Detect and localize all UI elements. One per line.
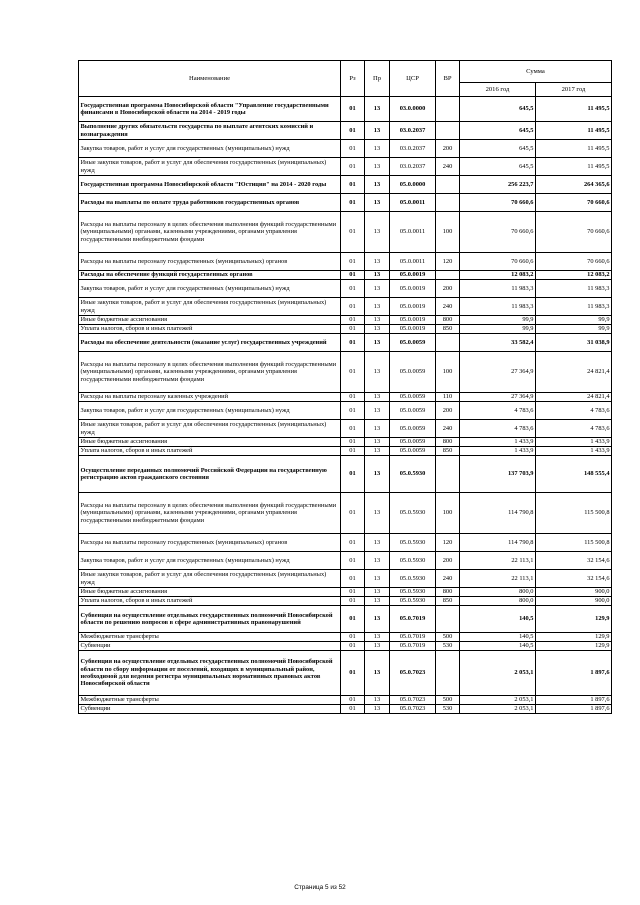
cell-pr: 13: [365, 194, 390, 212]
cell-sum-2016: 27 364,9: [460, 352, 536, 393]
cell-vr: 530: [436, 705, 460, 714]
cell-name: Государственная программа Новосибирской области "Управление государственными финансами в Новосибирской области на 2014 - 2019 годы: [79, 97, 341, 122]
cell-rz: 01: [341, 597, 365, 606]
cell-vr: 500: [436, 696, 460, 705]
cell-sum-2017: 70 660,6: [536, 253, 612, 271]
cell-name: Иные закупки товаров, работ и услуг для обеспечения государственных (муниципальных) нужд: [79, 298, 341, 316]
cell-name: Уплата налогов, сборов и иных платежей: [79, 597, 341, 606]
header-row: [79, 61, 612, 83]
cell-sum-2016: 800,0: [460, 588, 536, 597]
cell-rz: 01: [341, 280, 365, 298]
cell-sum-2017: 24 821,4: [536, 352, 612, 393]
cell-vr: 800: [436, 588, 460, 597]
cell-csr: 05.0.0011: [390, 212, 436, 253]
cell-name: Расходы на обеспечение функций государственных органов: [79, 271, 341, 280]
cell-sum-2017: 11 983,3: [536, 298, 612, 316]
cell-csr: 05.0.0019: [390, 316, 436, 325]
cell-sum-2017: 129,9: [536, 642, 612, 651]
cell-name: Расходы на обеспечение деятельности (оказание услуг) государственных учреждений: [79, 334, 341, 352]
cell-rz: 01: [341, 212, 365, 253]
table-row: [79, 352, 612, 393]
cell-name: Государственная программа Новосибирской области "Юстиция" на 2014 - 2020 годы: [79, 176, 341, 194]
cell-sum-2017: 1 897,6: [536, 651, 612, 696]
cell-pr: 13: [365, 438, 390, 447]
cell-sum-2017: 11 983,3: [536, 280, 612, 298]
cell-vr: 240: [436, 570, 460, 588]
cell-name: Закупка товаров, работ и услуг для государственных (муниципальных) нужд: [79, 402, 341, 420]
table-row: [79, 493, 612, 534]
table-row: [79, 633, 612, 642]
cell-vr: 200: [436, 402, 460, 420]
cell-sum-2017: 129,9: [536, 606, 612, 633]
cell-sum-2017: 11 495,5: [536, 140, 612, 158]
cell-vr: 100: [436, 493, 460, 534]
table-row: [79, 642, 612, 651]
cell-pr: 13: [365, 651, 390, 696]
cell-sum-2016: 1 433,9: [460, 447, 536, 456]
cell-sum-2017: 1 433,9: [536, 438, 612, 447]
cell-sum-2017: 70 660,6: [536, 194, 612, 212]
cell-rz: 01: [341, 176, 365, 194]
cell-name: Субвенции: [79, 642, 341, 651]
table-row: [79, 402, 612, 420]
cell-pr: 13: [365, 534, 390, 552]
cell-name: Иные бюджетные ассигнования: [79, 438, 341, 447]
cell-sum-2017: 99,9: [536, 325, 612, 334]
header-rz: Рз: [341, 61, 365, 97]
cell-vr: 240: [436, 158, 460, 176]
cell-pr: 13: [365, 140, 390, 158]
cell-sum-2017: 148 555,4: [536, 456, 612, 493]
cell-csr: 05.0.0059: [390, 352, 436, 393]
cell-csr: 05.0.0059: [390, 402, 436, 420]
cell-vr: [436, 176, 460, 194]
cell-pr: 13: [365, 588, 390, 597]
cell-sum-2016: 114 790,8: [460, 493, 536, 534]
table-row: [79, 420, 612, 438]
cell-vr: 200: [436, 552, 460, 570]
header-sum: Сумма: [460, 61, 612, 83]
cell-sum-2016: 33 582,4: [460, 334, 536, 352]
cell-sum-2017: 264 365,6: [536, 176, 612, 194]
cell-name: Иные бюджетные ассигнования: [79, 316, 341, 325]
cell-sum-2017: 11 495,5: [536, 97, 612, 122]
cell-rz: 01: [341, 194, 365, 212]
cell-rz: 01: [341, 534, 365, 552]
cell-csr: 05.0.7023: [390, 651, 436, 696]
table-row: [79, 140, 612, 158]
cell-csr: 05.0.0059: [390, 334, 436, 352]
cell-name: Межбюджетные трансферты: [79, 633, 341, 642]
cell-pr: 13: [365, 334, 390, 352]
cell-pr: 13: [365, 298, 390, 316]
cell-name: Иные закупки товаров, работ и услуг для обеспечения государственных (муниципальных) нужд: [79, 158, 341, 176]
cell-rz: 01: [341, 447, 365, 456]
table-row: [79, 570, 612, 588]
cell-sum-2017: 1 897,6: [536, 705, 612, 714]
page-number: Страница 5 из 52: [294, 884, 346, 891]
cell-csr: 05.0.0019: [390, 271, 436, 280]
cell-pr: 13: [365, 606, 390, 633]
cell-pr: 13: [365, 325, 390, 334]
cell-rz: 01: [341, 97, 365, 122]
cell-sum-2016: 11 983,3: [460, 280, 536, 298]
cell-csr: 03.0.2037: [390, 158, 436, 176]
cell-rz: 01: [341, 588, 365, 597]
cell-vr: 100: [436, 212, 460, 253]
cell-vr: [436, 194, 460, 212]
cell-vr: 240: [436, 420, 460, 438]
header-pr: Пр: [365, 61, 390, 97]
cell-sum-2016: 645,5: [460, 140, 536, 158]
cell-name: Расходы на выплаты персоналу в целях обеспечения выполнения функций государственными (муниципальными) органами, казенными учреждениями, органами управления государственными внебюджетными фондами: [79, 352, 341, 393]
cell-csr: 05.0.5930: [390, 588, 436, 597]
cell-rz: 01: [341, 140, 365, 158]
cell-csr: 05.0.0059: [390, 438, 436, 447]
cell-csr: 05.0.0059: [390, 447, 436, 456]
cell-rz: 01: [341, 606, 365, 633]
cell-sum-2016: 22 113,1: [460, 552, 536, 570]
cell-name: Субвенция на осуществление отдельных государственных полномочий Новосибирской области по решению вопросов в сфере административных правонарушений: [79, 606, 341, 633]
cell-pr: 13: [365, 271, 390, 280]
cell-sum-2016: 27 364,9: [460, 393, 536, 402]
cell-sum-2017: 32 154,6: [536, 570, 612, 588]
cell-sum-2016: 645,5: [460, 122, 536, 140]
cell-csr: 05.0.7019: [390, 633, 436, 642]
cell-name: Иные закупки товаров, работ и услуг для обеспечения государственных (муниципальных) нужд: [79, 570, 341, 588]
table-row: [79, 597, 612, 606]
header-csr: ЦСР: [390, 61, 436, 97]
cell-pr: 13: [365, 402, 390, 420]
cell-rz: 01: [341, 420, 365, 438]
cell-rz: 01: [341, 633, 365, 642]
cell-pr: 13: [365, 316, 390, 325]
table-row: [79, 534, 612, 552]
cell-csr: 05.0.5930: [390, 456, 436, 493]
cell-pr: 13: [365, 393, 390, 402]
cell-pr: 13: [365, 705, 390, 714]
cell-vr: 200: [436, 140, 460, 158]
table-row: [79, 212, 612, 253]
cell-vr: [436, 651, 460, 696]
cell-csr: 05.0.0011: [390, 253, 436, 271]
cell-sum-2016: 4 783,6: [460, 402, 536, 420]
cell-pr: 13: [365, 696, 390, 705]
cell-rz: 01: [341, 393, 365, 402]
cell-vr: 850: [436, 447, 460, 456]
cell-pr: 13: [365, 253, 390, 271]
cell-csr: 03.0.2037: [390, 122, 436, 140]
header-year-2017: 2017 год: [536, 83, 612, 97]
cell-csr: 05.0.5930: [390, 597, 436, 606]
cell-csr: 03.0.0000: [390, 97, 436, 122]
cell-rz: 01: [341, 642, 365, 651]
cell-sum-2017: 11 495,5: [536, 158, 612, 176]
cell-sum-2017: 12 083,2: [536, 271, 612, 280]
cell-name: Уплата налогов, сборов и иных платежей: [79, 447, 341, 456]
cell-sum-2016: 70 660,6: [460, 253, 536, 271]
cell-sum-2016: 70 660,6: [460, 212, 536, 253]
cell-sum-2016: 256 223,7: [460, 176, 536, 194]
cell-pr: 13: [365, 158, 390, 176]
cell-vr: 500: [436, 633, 460, 642]
cell-name: Расходы на выплаты персоналу казенных учреждений: [79, 393, 341, 402]
table-row: [79, 447, 612, 456]
cell-name: Субвенция на осуществление отдельных государственных полномочий Новосибирской области по сбору информации от поселений, входящих в муниципальный район, необходимой для ведения регистра муниципальных нормативных правовых актов Новосибирской области: [79, 651, 341, 696]
cell-sum-2016: 12 083,2: [460, 271, 536, 280]
cell-name: Расходы на выплаты персоналу в целях обеспечения выполнения функций государственными (муниципальными) органами, казенными учреждениями, органами управления государственными внебюджетными фондами: [79, 212, 341, 253]
table-row: [79, 97, 612, 122]
cell-pr: 13: [365, 456, 390, 493]
cell-csr: 05.0.5930: [390, 552, 436, 570]
table-row: [79, 334, 612, 352]
table-row: [79, 606, 612, 633]
cell-pr: 13: [365, 633, 390, 642]
cell-csr: 05.0.5930: [390, 570, 436, 588]
table-row: [79, 158, 612, 176]
cell-sum-2016: 140,5: [460, 633, 536, 642]
cell-sum-2016: 140,5: [460, 642, 536, 651]
cell-vr: [436, 97, 460, 122]
cell-sum-2016: 2 053,1: [460, 651, 536, 696]
cell-pr: 13: [365, 212, 390, 253]
cell-csr: 05.0.0019: [390, 280, 436, 298]
cell-rz: 01: [341, 402, 365, 420]
cell-name: Закупка товаров, работ и услуг для государственных (муниципальных) нужд: [79, 140, 341, 158]
cell-sum-2017: 115 500,8: [536, 534, 612, 552]
cell-vr: 120: [436, 253, 460, 271]
cell-name: Межбюджетные трансферты: [79, 696, 341, 705]
cell-rz: 01: [341, 122, 365, 140]
cell-sum-2017: 1 433,9: [536, 447, 612, 456]
cell-sum-2017: 24 821,4: [536, 393, 612, 402]
budget-table: [78, 60, 612, 714]
cell-vr: 850: [436, 597, 460, 606]
cell-vr: [436, 606, 460, 633]
cell-sum-2017: 900,0: [536, 597, 612, 606]
cell-sum-2017: 11 495,5: [536, 122, 612, 140]
cell-csr: 03.0.2037: [390, 140, 436, 158]
cell-sum-2016: 2 053,1: [460, 696, 536, 705]
cell-sum-2017: 99,9: [536, 316, 612, 325]
cell-sum-2016: 4 783,6: [460, 420, 536, 438]
cell-rz: 01: [341, 334, 365, 352]
cell-sum-2017: 1 897,6: [536, 696, 612, 705]
table-row: [79, 122, 612, 140]
cell-pr: 13: [365, 552, 390, 570]
header-vr: ВР: [436, 61, 460, 97]
table-row: [79, 696, 612, 705]
cell-pr: 13: [365, 420, 390, 438]
cell-sum-2017: 4 783,6: [536, 420, 612, 438]
table-row: [79, 194, 612, 212]
cell-sum-2016: 645,5: [460, 97, 536, 122]
cell-rz: 01: [341, 493, 365, 534]
cell-sum-2016: 137 703,9: [460, 456, 536, 493]
cell-csr: 05.0.0059: [390, 393, 436, 402]
cell-csr: 05.0.0011: [390, 194, 436, 212]
table-row: [79, 393, 612, 402]
cell-sum-2017: 115 500,8: [536, 493, 612, 534]
cell-csr: 05.0.7023: [390, 696, 436, 705]
cell-sum-2016: 99,9: [460, 316, 536, 325]
table-row: [79, 552, 612, 570]
cell-sum-2016: 800,0: [460, 597, 536, 606]
cell-csr: 05.0.0019: [390, 298, 436, 316]
cell-name: Иные закупки товаров, работ и услуг для обеспечения государственных (муниципальных) нужд: [79, 420, 341, 438]
header-name: Наименование: [79, 61, 341, 97]
cell-rz: 01: [341, 552, 365, 570]
cell-sum-2017: 129,9: [536, 633, 612, 642]
cell-sum-2017: 4 783,6: [536, 402, 612, 420]
cell-rz: 01: [341, 316, 365, 325]
table-row: [79, 298, 612, 316]
cell-sum-2017: 31 038,9: [536, 334, 612, 352]
cell-rz: 01: [341, 456, 365, 493]
header-year-2016: 2016 год: [460, 83, 536, 97]
cell-sum-2016: 2 053,1: [460, 705, 536, 714]
cell-csr: 05.0.0019: [390, 325, 436, 334]
cell-name: Выполнение других обязательств государства по выплате агентских комиссий и вознаграждения: [79, 122, 341, 140]
cell-sum-2016: 99,9: [460, 325, 536, 334]
table-body: [79, 97, 612, 714]
cell-name: Расходы на выплаты персоналу государственных (муниципальных) органов: [79, 534, 341, 552]
cell-rz: 01: [341, 352, 365, 393]
cell-pr: 13: [365, 642, 390, 651]
cell-rz: 01: [341, 705, 365, 714]
cell-rz: 01: [341, 651, 365, 696]
cell-csr: 05.0.7023: [390, 705, 436, 714]
cell-sum-2016: 22 113,1: [460, 570, 536, 588]
cell-rz: 01: [341, 325, 365, 334]
cell-vr: [436, 334, 460, 352]
cell-vr: 100: [436, 352, 460, 393]
cell-vr: [436, 456, 460, 493]
cell-csr: 05.0.7019: [390, 606, 436, 633]
cell-name: Закупка товаров, работ и услуг для государственных (муниципальных) нужд: [79, 280, 341, 298]
cell-csr: 05.0.7019: [390, 642, 436, 651]
cell-pr: 13: [365, 447, 390, 456]
table-row: [79, 325, 612, 334]
cell-pr: 13: [365, 97, 390, 122]
cell-rz: 01: [341, 438, 365, 447]
cell-rz: 01: [341, 271, 365, 280]
cell-sum-2017: 32 154,6: [536, 552, 612, 570]
cell-csr: 05.0.5930: [390, 493, 436, 534]
table-row: [79, 271, 612, 280]
cell-vr: 800: [436, 316, 460, 325]
cell-vr: 120: [436, 534, 460, 552]
cell-sum-2016: 70 660,6: [460, 194, 536, 212]
cell-sum-2017: 70 660,6: [536, 212, 612, 253]
cell-csr: 05.0.0059: [390, 420, 436, 438]
cell-pr: 13: [365, 597, 390, 606]
cell-name: Субвенции: [79, 705, 341, 714]
cell-name: Расходы на выплаты персоналу государственных (муниципальных) органов: [79, 253, 341, 271]
cell-vr: [436, 271, 460, 280]
table-row: [79, 176, 612, 194]
table-row: [79, 316, 612, 325]
cell-sum-2017: 900,0: [536, 588, 612, 597]
table-row: [79, 438, 612, 447]
cell-rz: 01: [341, 696, 365, 705]
cell-sum-2016: 645,5: [460, 158, 536, 176]
cell-rz: 01: [341, 298, 365, 316]
cell-name: Расходы на выплаты по оплате труда работников государственных органов: [79, 194, 341, 212]
table-row: [79, 651, 612, 696]
cell-pr: 13: [365, 176, 390, 194]
cell-pr: 13: [365, 280, 390, 298]
cell-rz: 01: [341, 253, 365, 271]
cell-vr: 200: [436, 280, 460, 298]
table-row: [79, 588, 612, 597]
cell-rz: 01: [341, 570, 365, 588]
cell-sum-2016: 114 790,8: [460, 534, 536, 552]
cell-name: Осуществление переданных полномочий Российской Федерации на государственную регистрацию актов гражданского состояния: [79, 456, 341, 493]
cell-pr: 13: [365, 493, 390, 534]
cell-sum-2016: 11 983,3: [460, 298, 536, 316]
cell-vr: 240: [436, 298, 460, 316]
cell-pr: 13: [365, 570, 390, 588]
cell-csr: 05.0.5930: [390, 534, 436, 552]
cell-name: Уплата налогов, сборов и иных платежей: [79, 325, 341, 334]
cell-sum-2016: 1 433,9: [460, 438, 536, 447]
cell-vr: [436, 122, 460, 140]
table-row: [79, 705, 612, 714]
table-row: [79, 253, 612, 271]
cell-pr: 13: [365, 352, 390, 393]
cell-csr: 05.0.0000: [390, 176, 436, 194]
table-row: [79, 456, 612, 493]
cell-sum-2016: 140,5: [460, 606, 536, 633]
cell-vr: 110: [436, 393, 460, 402]
cell-rz: 01: [341, 158, 365, 176]
cell-name: Закупка товаров, работ и услуг для государственных (муниципальных) нужд: [79, 552, 341, 570]
cell-vr: 800: [436, 438, 460, 447]
table-row: [79, 280, 612, 298]
cell-vr: 850: [436, 325, 460, 334]
cell-name: Расходы на выплаты персоналу в целях обеспечения выполнения функций государственными (муниципальными) органами, казенными учреждениями, органами управления государственными внебюджетными фондами: [79, 493, 341, 534]
cell-vr: 530: [436, 642, 460, 651]
cell-name: Иные бюджетные ассигнования: [79, 588, 341, 597]
cell-pr: 13: [365, 122, 390, 140]
